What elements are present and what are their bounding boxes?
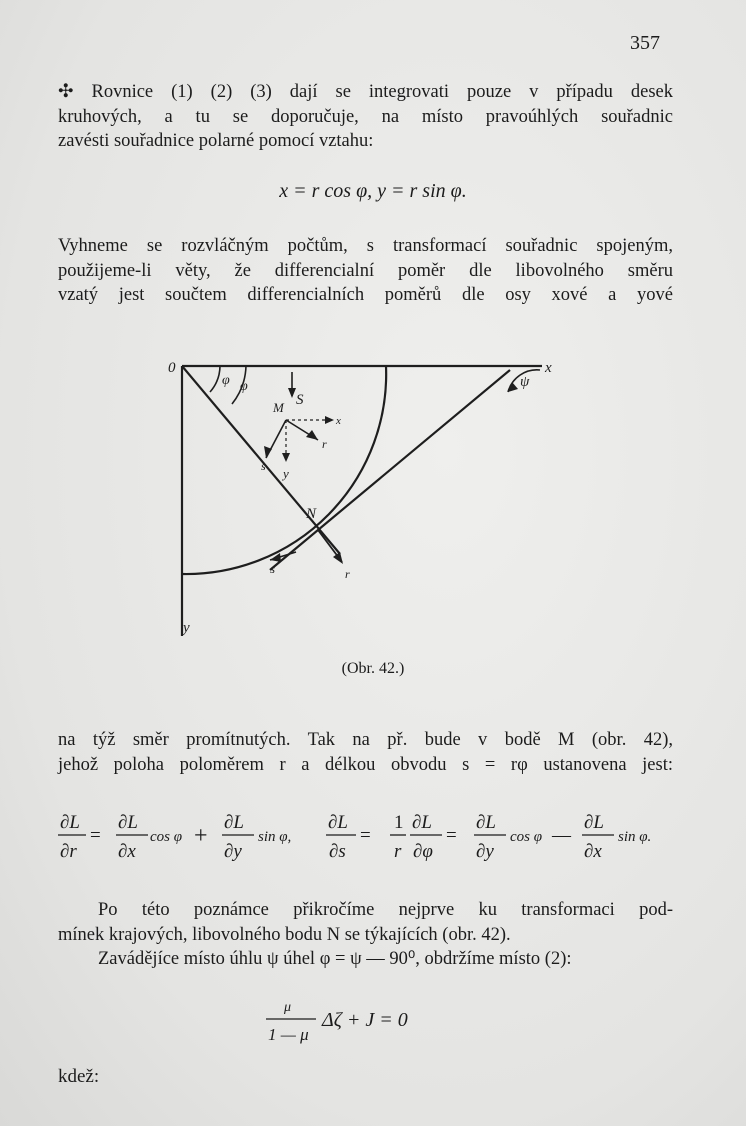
text-line: mínek krajových, libovolného bodu N se týkajících (obr. 42). — [58, 924, 511, 945]
equation-rest: Δζ + J = 0 — [322, 1009, 408, 1031]
equation-derivatives — [56, 808, 686, 868]
function-text: sin φ. — [618, 829, 652, 845]
label-psi: ψ — [520, 374, 530, 390]
label-x-axis: x — [545, 360, 552, 376]
label-M: M — [273, 400, 284, 415]
frac-den: ∂y — [476, 841, 494, 862]
equation-boundary — [262, 994, 462, 1054]
frac-den: ∂φ — [413, 841, 433, 862]
arrowhead — [325, 416, 334, 424]
phi-arc-1 — [210, 366, 220, 392]
text-line: Zavádějíce místo úhlu ψ úhel φ = ψ — 90⁰, obdržíme místo (2): — [98, 949, 572, 969]
arrowhead — [282, 453, 290, 462]
paragraph-4 — [58, 898, 673, 972]
page-number: 357 — [630, 32, 660, 54]
function-text: sin φ, — [258, 829, 292, 845]
arrowhead — [288, 388, 296, 398]
label-y-axis: y — [183, 620, 190, 636]
frac-num: ∂L — [476, 812, 496, 833]
closing-text: kdež: — [58, 1066, 100, 1087]
plus-sign: + — [194, 823, 208, 849]
frac-den: r — [394, 841, 402, 862]
frac-num: ∂L — [118, 812, 138, 833]
frac-num: 1 — [394, 812, 404, 833]
frac-den: ∂s — [329, 841, 346, 862]
paragraph-3 — [58, 728, 673, 777]
label-S: S — [296, 392, 304, 408]
function-text: cos φ — [510, 829, 543, 845]
frac-num: μ — [284, 1000, 292, 1015]
label-y-small: y — [283, 466, 289, 481]
function-text: cos φ — [150, 829, 183, 845]
text-line: Po této poznámce přikročíme nejprve ku transformaci pod- — [98, 900, 673, 920]
text-line: ✣ Rovnice (1) (2) (3) dají se integrovati pouze v případu desek — [58, 82, 673, 102]
label-r-upper: r — [322, 437, 327, 451]
label-r-lower: r — [345, 567, 350, 581]
text-line: použijeme-li věty, že differencialní poměr dle libovolného směru — [58, 260, 673, 281]
minus-sign: — — [552, 825, 571, 846]
frac-den: ∂y — [224, 841, 242, 862]
label-phi-2: φ — [240, 379, 248, 394]
frac-den: ∂r — [60, 841, 77, 862]
label-x-small: x — [336, 415, 341, 427]
label-N: N — [306, 506, 317, 522]
tangent-line — [270, 370, 510, 570]
frac-den: 1 — μ — [268, 1025, 309, 1044]
label-s-lower: s — [270, 561, 276, 576]
arrowhead — [306, 430, 318, 440]
frac-den: ∂x — [118, 841, 136, 862]
text-line: zavésti souřadnice polarné pomocí vztahu: — [58, 131, 374, 151]
label-s-upper: s — [261, 459, 266, 473]
text-line: vzatý jest součtem differencialních poměrů dle osy xové a yové — [58, 285, 673, 305]
equals-sign: = — [446, 825, 457, 846]
figure-caption: (Obr. 42.) — [341, 660, 405, 677]
equals-sign: = — [360, 825, 371, 846]
equation-polar: x = r cos φ, y = r sin φ. — [279, 180, 467, 202]
arrowhead — [333, 552, 343, 564]
frac-num: ∂L — [412, 812, 432, 833]
label-phi-1: φ — [222, 373, 230, 388]
text-line: na týž směr promítnutých. Tak na př. bude v bodě M (obr. 42), — [58, 730, 673, 750]
frac-num: ∂L — [224, 812, 244, 833]
text-line: jehož poloha poloměrem r a délkou obvodu s = rφ ustanovena jest: — [58, 754, 673, 775]
text-line: Vyhneme se rozvláčným počtům, s transformací souřadnic spojeným, — [58, 236, 673, 256]
frac-num: ∂L — [328, 812, 348, 833]
frac-num: ∂L — [60, 812, 80, 833]
frac-num: ∂L — [584, 812, 604, 833]
frac-den: ∂x — [584, 841, 602, 862]
equals-sign: = — [90, 825, 101, 846]
text-line: kruhových, a tu se doporučuje, na místo pravoúhlých souřadnic — [58, 106, 673, 127]
label-origin: 0 — [168, 360, 176, 376]
